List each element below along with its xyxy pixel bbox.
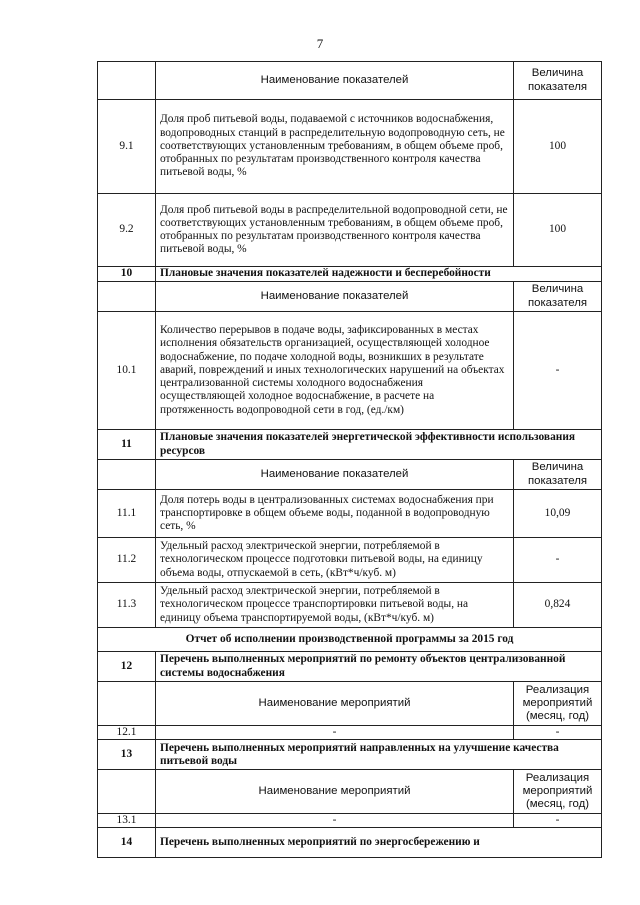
section-number: 11 (98, 430, 156, 460)
row-value: - (514, 538, 602, 583)
table-header-row (98, 62, 602, 100)
row-value: 100 (514, 100, 602, 194)
section-title: Перечень выполненных мероприятий направленных на улучшение качества питьевой воды (156, 740, 602, 770)
table-header-row (98, 460, 602, 490)
header-number-cell (98, 62, 156, 100)
section-title: Перечень выполненных мероприятий по энергосбережению и (156, 828, 602, 858)
indicator-table (97, 61, 602, 858)
header-name-cell: Наименование показателей (156, 282, 514, 312)
row-value: 10,09 (514, 490, 602, 538)
section-row (98, 430, 602, 460)
row-number: 9.1 (98, 100, 156, 194)
header-name-cell: Наименование показателей (156, 460, 514, 490)
table-row (98, 726, 602, 740)
header-realization-cell: Реализация мероприятий (месяц, год) (514, 682, 602, 726)
row-description: Количество перерывов в подаче воды, зафиксированных в местах исполнения обязательств организацией, осуществляющей холодное водоснабжение, по подаче холодной воды, возникших в результате аварий, повреждений и иных технологических нарушений на объектах централизованной системы холодного водоснабжения осуществляющей холодное водоснабжение, в расчете на протяженность водопроводной сети в год, (ед./км) (156, 312, 514, 430)
section-number: 10 (98, 267, 156, 282)
section-title: Перечень выполненных мероприятий по ремонту объектов централизованной системы водоснабжения (156, 652, 602, 682)
row-value: - (514, 312, 602, 430)
table-row (98, 490, 602, 538)
table-row (98, 583, 602, 628)
header-number-cell (98, 282, 156, 312)
section-row (98, 652, 602, 682)
row-description: Удельный расход электрической энергии, потребляемой в технологическом процессе транспортировки питьевой воды, на единицу объема транспортируемой воды, (кВт*ч/куб. м) (156, 583, 514, 628)
table-row (98, 194, 602, 267)
row-value: - (514, 814, 602, 828)
row-description: Доля проб питьевой воды, подаваемой с источников водоснабжения, водопроводных станций в распределительную водопроводную сеть, не соответствующих установленным требованиям, в общем объеме проб, отобранных по результатам производственного контроля качества питьевой воды, % (156, 100, 514, 194)
table-row (98, 312, 602, 430)
header-value-cell: Величина показателя (514, 460, 602, 490)
row-description: - (156, 726, 514, 740)
header-realization-cell: Реализация мероприятий (месяц, год) (514, 770, 602, 814)
header-number-cell (98, 770, 156, 814)
table-row (98, 538, 602, 583)
table-row (98, 814, 602, 828)
section-number: 14 (98, 828, 156, 858)
row-value: - (514, 726, 602, 740)
page-number: 7 (316, 36, 324, 51)
header-event-cell: Наименование мероприятий (156, 770, 514, 814)
header-value-cell: Величина показателя (514, 62, 602, 100)
row-number: 11.2 (98, 538, 156, 583)
row-value: 100 (514, 194, 602, 267)
header-event-cell: Наименование мероприятий (156, 682, 514, 726)
table-header-row (98, 682, 602, 726)
section-number: 13 (98, 740, 156, 770)
row-number: 12.1 (98, 726, 156, 740)
row-number: 11.3 (98, 583, 156, 628)
section-title: Плановые значения показателей надежности и бесперебойности (156, 267, 602, 282)
row-description: Доля потерь воды в централизованных системах водоснабжения при транспортировке в общем объеме воды, поданной в водопроводную сеть, % (156, 490, 514, 538)
table-header-row (98, 770, 602, 814)
header-value-cell: Величина показателя (514, 282, 602, 312)
report-row (98, 628, 602, 652)
row-number: 10.1 (98, 312, 156, 430)
row-number: 11.1 (98, 490, 156, 538)
row-description: Доля проб питьевой воды в распределительной водопроводной сети, не соответствующих установленным требованиям, в общем объеме проб, отобранных по результатам производственного контроля качества питьевой воды, % (156, 194, 514, 267)
header-number-cell (98, 460, 156, 490)
section-row (98, 828, 602, 858)
section-title: Плановые значения показателей энергетической эффективности использования ресурсов (156, 430, 602, 460)
section-number: 12 (98, 652, 156, 682)
report-title: Отчет об исполнении производственной программы за 2015 год (98, 628, 602, 652)
table-row (98, 100, 602, 194)
row-number: 13.1 (98, 814, 156, 828)
row-value: 0,824 (514, 583, 602, 628)
header-number-cell (98, 682, 156, 726)
row-description: - (156, 814, 514, 828)
header-name-cell: Наименование показателей (156, 62, 514, 100)
section-row (98, 267, 602, 282)
row-number: 9.2 (98, 194, 156, 267)
section-row (98, 740, 602, 770)
row-description: Удельный расход электрической энергии, потребляемой в технологическом процессе подготовки питьевой воды, на единицу объема воды, отпускаемой в сеть, (кВт*ч/куб. м) (156, 538, 514, 583)
table-header-row (98, 282, 602, 312)
